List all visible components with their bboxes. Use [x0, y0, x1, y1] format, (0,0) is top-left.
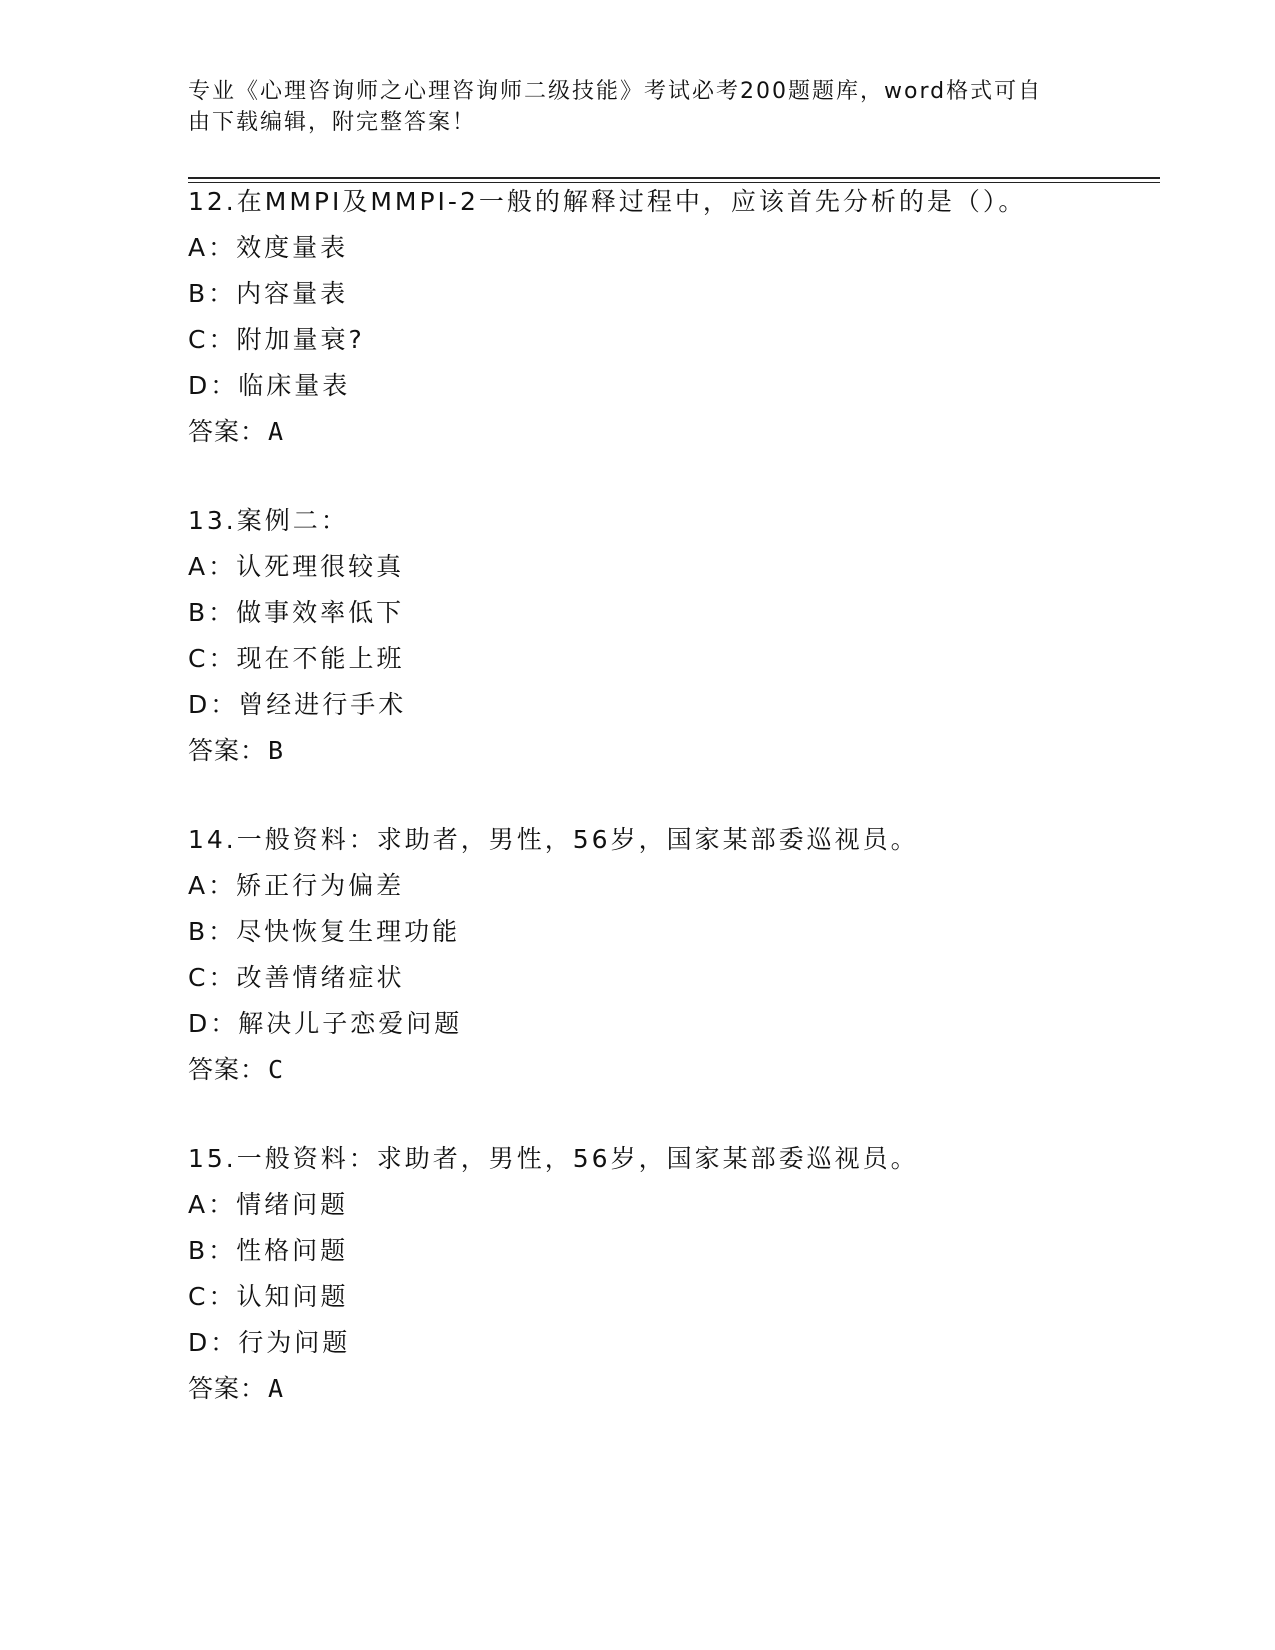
option-c: C：认知问题 — [188, 1282, 349, 1311]
header-line-2: 由下载编辑，附完整答案！ — [188, 110, 477, 135]
option-d: D：解决儿子恋爱问题 — [188, 1009, 463, 1038]
answer-label: 答案： — [188, 1374, 267, 1403]
question-block — [188, 817, 1188, 1093]
document-header — [188, 76, 1088, 138]
option-c: C：附加量衰? — [188, 325, 365, 354]
option-b: B：做事效率低下 — [188, 598, 405, 627]
option-b: B：内容量表 — [188, 279, 349, 308]
option-b: B：性格问题 — [188, 1236, 349, 1265]
answer-label: 答案： — [188, 736, 267, 765]
question-block — [188, 1136, 1188, 1412]
answer-value: B — [268, 736, 285, 765]
option-b: B：尽快恢复生理功能 — [188, 917, 461, 946]
answer-value: A — [268, 1374, 285, 1403]
option-c: C：改善情绪症状 — [188, 963, 405, 992]
answer-line — [188, 1366, 1188, 1412]
question-stem: 13.案例二： — [188, 506, 349, 535]
answer-line — [188, 409, 1188, 455]
option-a: A：效度量表 — [188, 233, 349, 262]
option-a: A：情绪问题 — [188, 1190, 349, 1219]
answer-value: A — [268, 417, 285, 446]
question-block — [188, 179, 1188, 455]
answer-line — [188, 1047, 1188, 1093]
option-d: D：临床量表 — [188, 371, 351, 400]
answer-label: 答案： — [188, 1055, 267, 1084]
answer-line — [188, 728, 1188, 774]
answer-value: C — [268, 1055, 285, 1084]
option-a: A：矫正行为偏差 — [188, 871, 405, 900]
header-line-1: 专业《心理咨询师之心理咨询师二级技能》考试必考200题题库，word格式可自 — [188, 79, 1043, 104]
option-a: A：认死理很较真 — [188, 552, 405, 581]
question-stem: 15.一般资料：求助者，男性，56岁，国家某部委巡视员。 — [188, 1144, 919, 1173]
question-stem: 14.一般资料：求助者，男性，56岁，国家某部委巡视员。 — [188, 825, 919, 854]
question-block — [188, 498, 1188, 774]
option-c: C：现在不能上班 — [188, 644, 405, 673]
answer-label: 答案： — [188, 417, 267, 446]
option-d: D：曾经进行手术 — [188, 690, 407, 719]
option-d: D：行为问题 — [188, 1328, 351, 1357]
question-stem: 12.在MMPI及MMPI-2一般的解释过程中，应该首先分析的是（）。 — [188, 187, 1027, 216]
